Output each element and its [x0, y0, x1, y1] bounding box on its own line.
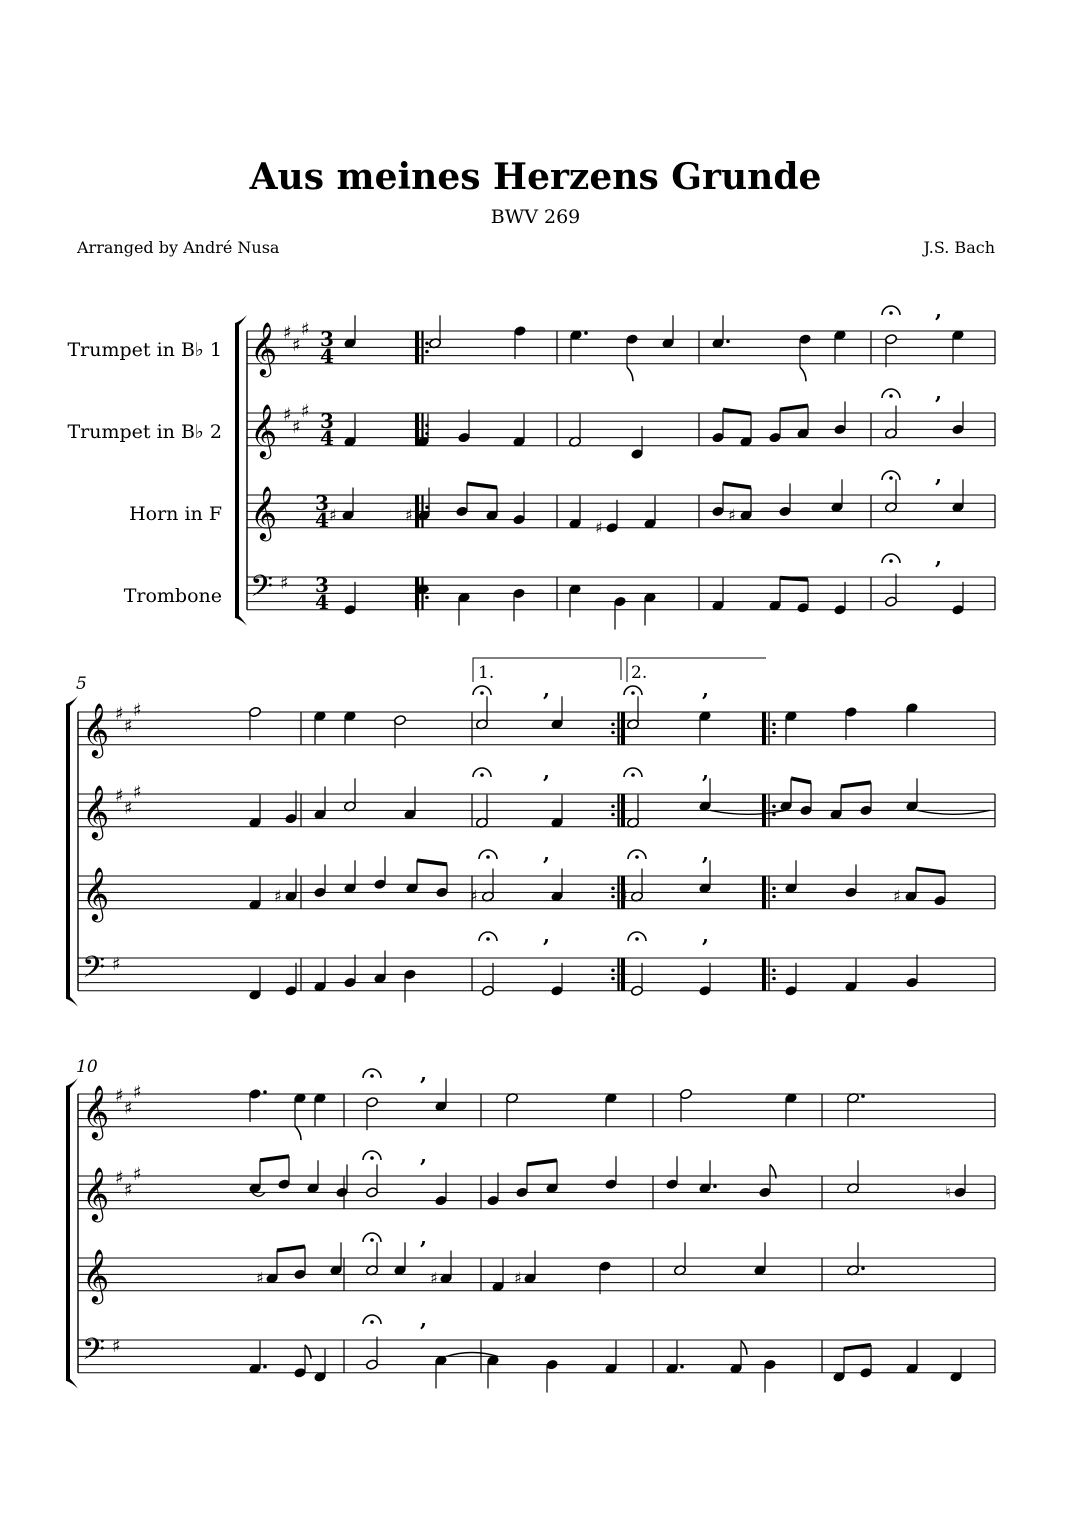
fermata-dot [889, 559, 893, 563]
time-signature-top: 3 [320, 409, 334, 433]
system-bracket [235, 323, 239, 618]
sharp-icon: ♯ [728, 505, 736, 525]
sharp-icon: ♯ [274, 886, 282, 906]
fermata-dot [486, 855, 490, 859]
beam [780, 406, 808, 410]
bracket-top-hook [66, 696, 78, 706]
system-3 [66, 1078, 995, 1389]
sharp-icon: ♯ [292, 335, 301, 356]
sharp-icon: ♯ [112, 954, 121, 975]
beam [467, 483, 497, 487]
composer-credit: J.S. Bach [923, 238, 995, 257]
volta-second-label: 2. [631, 663, 648, 683]
bracket-top-hook [235, 315, 247, 325]
measure-number-5: 5 [76, 674, 87, 694]
repeat-thick-bar [762, 876, 766, 909]
sharp-icon: ♯ [124, 798, 133, 819]
system-1 [235, 315, 995, 626]
sharp-icon: ♯ [115, 1085, 124, 1107]
fermata-dot [889, 394, 893, 398]
fermata-dot [635, 855, 639, 859]
sharp-icon: ♯ [115, 703, 124, 725]
augmentation-dot [861, 1094, 865, 1098]
breath-mark-icon: , [702, 841, 709, 865]
fermata-dot [370, 1074, 374, 1078]
fermata-dot [370, 1156, 374, 1160]
fermata-dot [889, 476, 893, 480]
staff-4 [247, 570, 995, 614]
bracket-top-hook [66, 1078, 78, 1088]
bracket-bottom-hook [66, 1379, 78, 1389]
staff-2 [247, 401, 995, 459]
treble-clef-icon: 𝄞 [82, 1084, 110, 1138]
breath-mark-icon: , [935, 380, 942, 404]
sharp-icon: ♯ [133, 782, 142, 803]
fermata-dot [631, 691, 635, 695]
fermata-dot [631, 773, 635, 777]
breath-mark-icon: , [420, 1061, 427, 1085]
beam [277, 1246, 305, 1250]
augmentation-dot [680, 1365, 684, 1369]
flag [295, 1126, 301, 1140]
sharp-icon: ♯ [115, 785, 124, 807]
sharp-icon: ♯ [112, 1336, 121, 1357]
staff-2 [78, 782, 995, 840]
instrument-label-4: Trombone [123, 585, 222, 607]
arranger-credit: Arranged by André Nusa [77, 238, 280, 257]
repeat-dot [772, 969, 776, 973]
staff-4 [78, 1333, 995, 1374]
sharp-icon: ♯ [301, 319, 310, 340]
beam [260, 1156, 289, 1160]
breath-mark-icon: , [935, 298, 942, 322]
staff-3 [247, 485, 995, 541]
treble-clef-icon: 𝄞 [250, 403, 278, 457]
breath-mark-icon: , [543, 759, 550, 783]
augmentation-dot [263, 1090, 267, 1094]
breath-mark-icon: , [702, 923, 709, 947]
augmentation-dot [584, 331, 588, 335]
time-signature-bottom: 4 [315, 508, 329, 532]
repeat-dot [772, 731, 776, 735]
repeat-dot [772, 723, 776, 727]
sharp-icon: ♯ [430, 1268, 438, 1288]
time-signature-top: 3 [315, 573, 329, 597]
sharp-icon: ♯ [283, 322, 292, 344]
repeat-thick-bar [762, 958, 766, 991]
repeat-dot [772, 887, 776, 891]
repeat-thick-bar [415, 331, 419, 364]
repeat-thick-bar [762, 794, 766, 827]
time-signature-top: 3 [315, 491, 329, 515]
sharp-icon: ♯ [283, 404, 292, 426]
sharp-icon: ♯ [292, 417, 301, 438]
repeat-dot [425, 342, 429, 346]
sharp-icon: ♯ [256, 1268, 264, 1288]
sharp-icon: ♯ [470, 886, 478, 906]
repeat-dot [772, 805, 776, 809]
system-bracket [66, 1086, 70, 1381]
sharp-icon: ♯ [893, 886, 901, 906]
treble-clef-icon: 𝄞 [82, 1166, 110, 1220]
breath-mark-icon: , [702, 759, 709, 783]
treble-clef-icon: 𝄞 [250, 321, 278, 375]
fermata-dot [486, 937, 490, 941]
treble-clef-icon: 𝄞 [82, 702, 110, 756]
breath-mark-icon: , [543, 677, 550, 701]
sharp-icon: ♯ [620, 886, 628, 906]
treble-clef-icon: 𝄞 [82, 784, 110, 838]
piece-subtitle: BWV 269 [490, 206, 581, 228]
sharp-icon: ♯ [595, 517, 603, 537]
sharp-icon: ♯ [124, 1098, 133, 1119]
breath-mark-icon: , [935, 545, 942, 569]
treble-clef-icon: 𝄞 [250, 485, 278, 539]
system-bracket [66, 704, 70, 999]
repeat-thick-bar [621, 712, 625, 745]
bass-clef-icon: 𝄢 [82, 1333, 106, 1374]
time-signature-bottom: 4 [320, 344, 334, 368]
fermata-dot [480, 691, 484, 695]
beam [723, 483, 751, 487]
sharp-icon: ♯ [405, 505, 413, 525]
augmentation-dot [726, 340, 730, 344]
repeat-thick-bar [621, 794, 625, 827]
augmentation-dot [263, 1365, 267, 1369]
repeat-dot [611, 805, 615, 809]
bracket-bottom-hook [235, 616, 247, 626]
time-signature-bottom: 4 [320, 426, 334, 450]
repeat-dot [611, 723, 615, 727]
fermata-dot [889, 311, 893, 315]
instrument-label-3: Horn in F [129, 503, 222, 525]
repeat-dot [425, 506, 429, 510]
volta-first-label: 1. [478, 663, 495, 683]
sharp-icon: ♯ [301, 401, 310, 422]
fermata-dot [370, 1238, 374, 1242]
sharp-icon: ♯ [133, 1082, 142, 1103]
flag [627, 367, 633, 381]
staff-1 [78, 1082, 995, 1140]
augmentation-dot [861, 1267, 865, 1271]
repeat-dot [611, 895, 615, 899]
fermata-dot [370, 1320, 374, 1324]
staff-4 [78, 951, 995, 992]
volta-second-bracket [627, 658, 766, 682]
sharp-icon: ♯ [124, 1180, 133, 1201]
repeat-dot [772, 895, 776, 899]
breath-mark-icon: , [543, 841, 550, 865]
breath-mark-icon: , [543, 923, 550, 947]
bass-clef-icon: 𝄢 [250, 570, 274, 611]
sharp-icon: ♯ [133, 700, 142, 721]
treble-clef-icon: 𝄞 [82, 1248, 110, 1302]
repeat-dot [611, 969, 615, 973]
repeat-dot [611, 731, 615, 735]
sharp-icon: ♯ [329, 505, 337, 525]
repeat-thick-bar [415, 495, 419, 528]
beam [417, 860, 447, 864]
instrument-label-2: Trumpet in B♭ 2 [67, 421, 222, 443]
staff-1 [247, 319, 995, 377]
instrument-label-1: Trumpet in B♭ 1 [67, 339, 222, 361]
breath-mark-icon: , [702, 677, 709, 701]
repeat-thick-bar [621, 958, 625, 991]
time-signature-top: 3 [320, 327, 334, 351]
staff-1 [78, 700, 995, 758]
breath-mark-icon: , [420, 1225, 427, 1249]
piece-title: Aus meines Herzens Grunde [249, 156, 822, 198]
staff-3 [78, 866, 995, 922]
fermata-dot [480, 773, 484, 777]
measure-number-10: 10 [76, 1057, 98, 1077]
treble-clef-icon: 𝄞 [82, 866, 110, 920]
systems-layer [66, 298, 995, 1393]
sharp-icon: ♯ [115, 1167, 124, 1189]
bass-clef-icon: 𝄢 [82, 951, 106, 992]
breath-mark-icon: , [420, 1307, 427, 1331]
breath-mark-icon: , [420, 1143, 427, 1167]
beam [780, 578, 808, 580]
repeat-dot [611, 813, 615, 817]
augmentation-dot [713, 1185, 717, 1189]
breath-mark-icon: , [935, 463, 942, 487]
repeat-dot [425, 350, 429, 354]
beam [527, 1160, 557, 1164]
beam [841, 782, 871, 786]
beam [916, 869, 945, 873]
sharp-icon: ♯ [514, 1268, 522, 1288]
repeat-dot [772, 977, 776, 981]
beam [791, 778, 811, 782]
repeat-thick-bar [762, 712, 766, 745]
sharp-icon: ♯ [133, 1164, 142, 1185]
bracket-bottom-hook [66, 997, 78, 1007]
repeat-dot [611, 977, 615, 981]
flag [800, 367, 806, 381]
sharp-icon: ♯ [280, 573, 289, 594]
repeat-dot [611, 887, 615, 891]
sharp-icon: ♯ [124, 716, 133, 737]
repeat-dot [425, 596, 429, 600]
time-signature-bottom: 4 [315, 590, 329, 614]
fermata-dot [635, 937, 639, 941]
natural-icon: ♮ [945, 1182, 951, 1202]
